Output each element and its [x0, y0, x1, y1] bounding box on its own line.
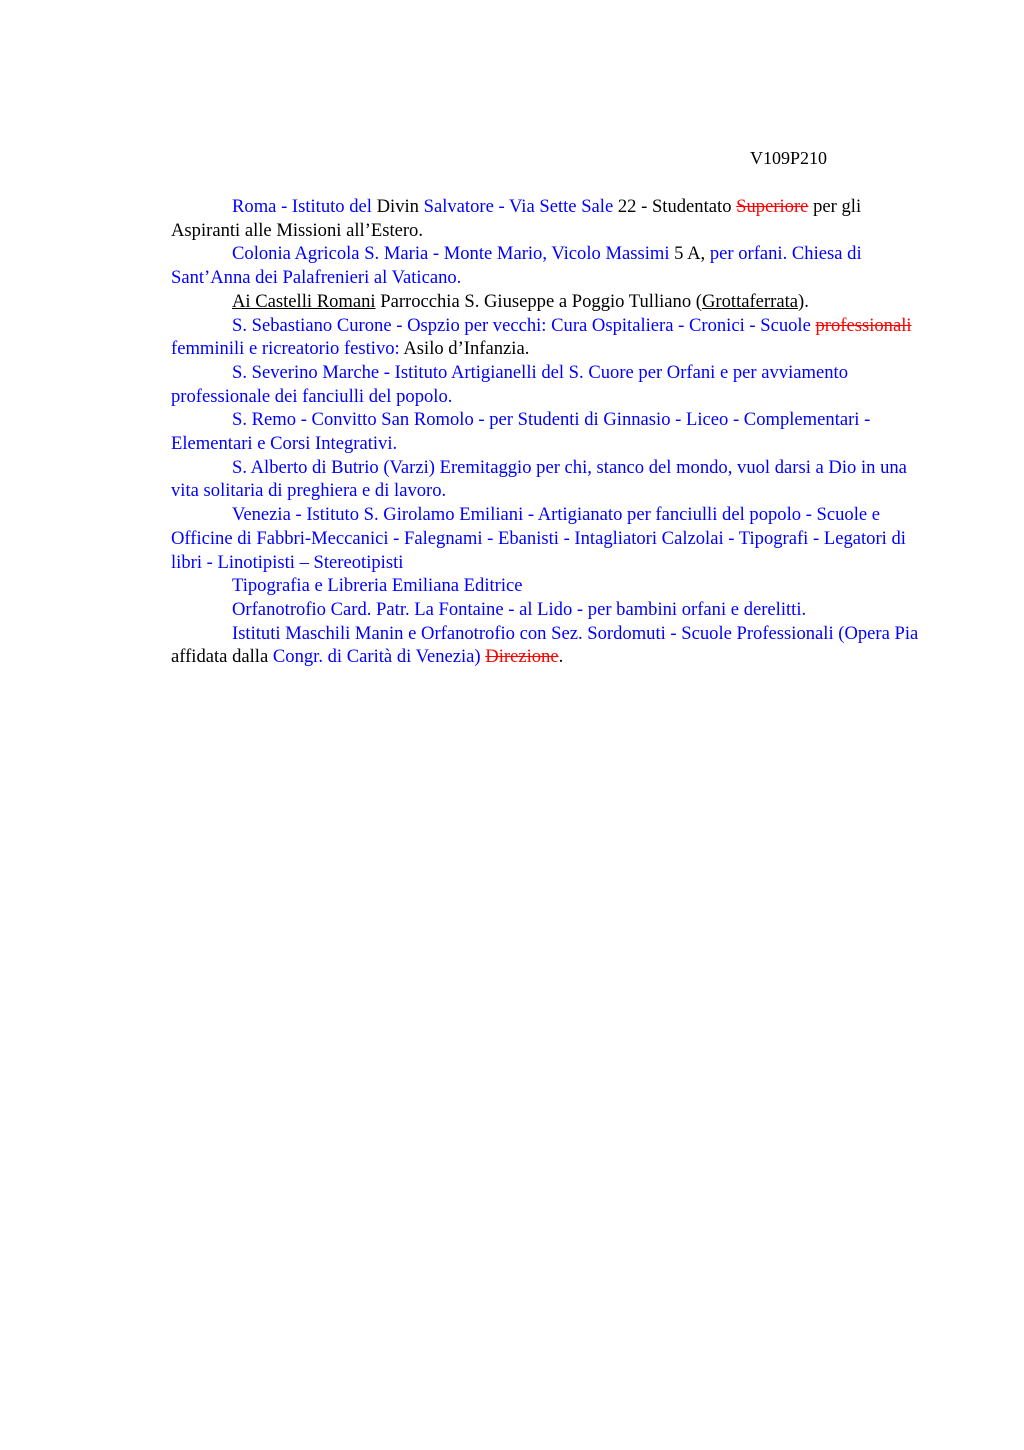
text-run: Asilo d’Infanzia. — [403, 338, 530, 360]
text-run: 22 - Studentato — [617, 196, 737, 217]
deleted-text: professionali — [815, 314, 912, 336]
paragraph-colonia-agricola — [171, 242, 921, 289]
text-run: affidata dalla — [171, 646, 273, 668]
underlined-text: Grottaferrata — [701, 290, 798, 312]
text-run: femminili e ricreatorio festivo: — [171, 338, 404, 360]
text-run: Istituti Maschili Manin e Orfanotrofio con Sez. Sordomuti - Scuole Professionali (Opera Pia — [232, 622, 919, 644]
paragraph-orfanotrofio — [171, 598, 921, 622]
text-run: 5 A, — [674, 243, 710, 265]
deleted-text: Superiore — [736, 196, 809, 217]
document-body — [171, 195, 921, 669]
text-run: S. Severino Marche - Istituto Artigianelli del S. Cuore per Orfani e per avviamento professionale dei fanciulli del popolo. — [171, 361, 849, 407]
page-reference: V109P210 — [750, 148, 828, 168]
text-run: Orfanotrofio Card. Patr. La Fontaine - al Lido - per bambini orfani e derelitti. — [232, 598, 807, 620]
text-run: Roma - Istituto del — [232, 196, 377, 217]
paragraph-castelli-romani — [171, 290, 921, 314]
text-run: Divin — [376, 196, 424, 217]
paragraph-istituti-manin — [171, 622, 921, 669]
text-run: per gli Aspiranti alle Missioni all’Estero. — [171, 196, 862, 241]
text-run: per orfani. Chiesa di Sant’Anna dei Palafrenieri al Vaticano. — [171, 243, 862, 289]
text-run: . — [558, 646, 564, 668]
text-run: S. Alberto di Butrio (Varzi) Eremitaggio per chi, stanco del mondo, vuol darsi a Dio in una vita solitaria di preghiera e di lavoro. — [171, 456, 907, 502]
text-run: Parrocchia S. Giuseppe a Poggio Tulliano ( — [375, 290, 702, 312]
text-run: S. Sebastiano Curone - Ospzio per vecchi: Cura Ospitaliera - Cronici - Scuole — [232, 314, 816, 336]
text-run: Salvatore - Via Sette Sale — [423, 196, 618, 217]
text-run: Venezia - Istituto S. Girolamo Emiliani - Artigianato per fanciulli del popolo - Scuole e Officine di Fabbri-Meccanici - Falegnami - Ebanisti - Intagliatori Calzolai - Tipografi - Legatori di libri - Linotipisti – Stereotipisti — [171, 504, 906, 573]
paragraph-roma — [171, 195, 921, 242]
deleted-text: Direzione — [485, 646, 559, 668]
paragraph-san-sebastiano — [171, 314, 921, 361]
text-run: Congr. di Carità di Venezia) — [272, 646, 486, 668]
paragraph-venezia — [171, 503, 921, 574]
paragraph-sant-alberto — [171, 456, 921, 503]
paragraph-tipografia — [171, 574, 921, 598]
text-run: ). — [798, 290, 809, 312]
paragraph-san-remo — [171, 408, 921, 455]
underlined-text: Ai Castelli Romani — [232, 290, 376, 312]
text-run: S. Remo - Convitto San Romolo - per Studenti di Ginnasio - Liceo - Complementari - Elementari e Corsi Integrativi. — [171, 409, 871, 455]
paragraph-san-severino — [171, 361, 921, 408]
text-run: Tipografia e Libreria Emiliana Editrice — [232, 575, 523, 597]
text-run: Colonia Agricola S. Maria - Monte Mario, Vicolo Massimi — [232, 243, 675, 265]
